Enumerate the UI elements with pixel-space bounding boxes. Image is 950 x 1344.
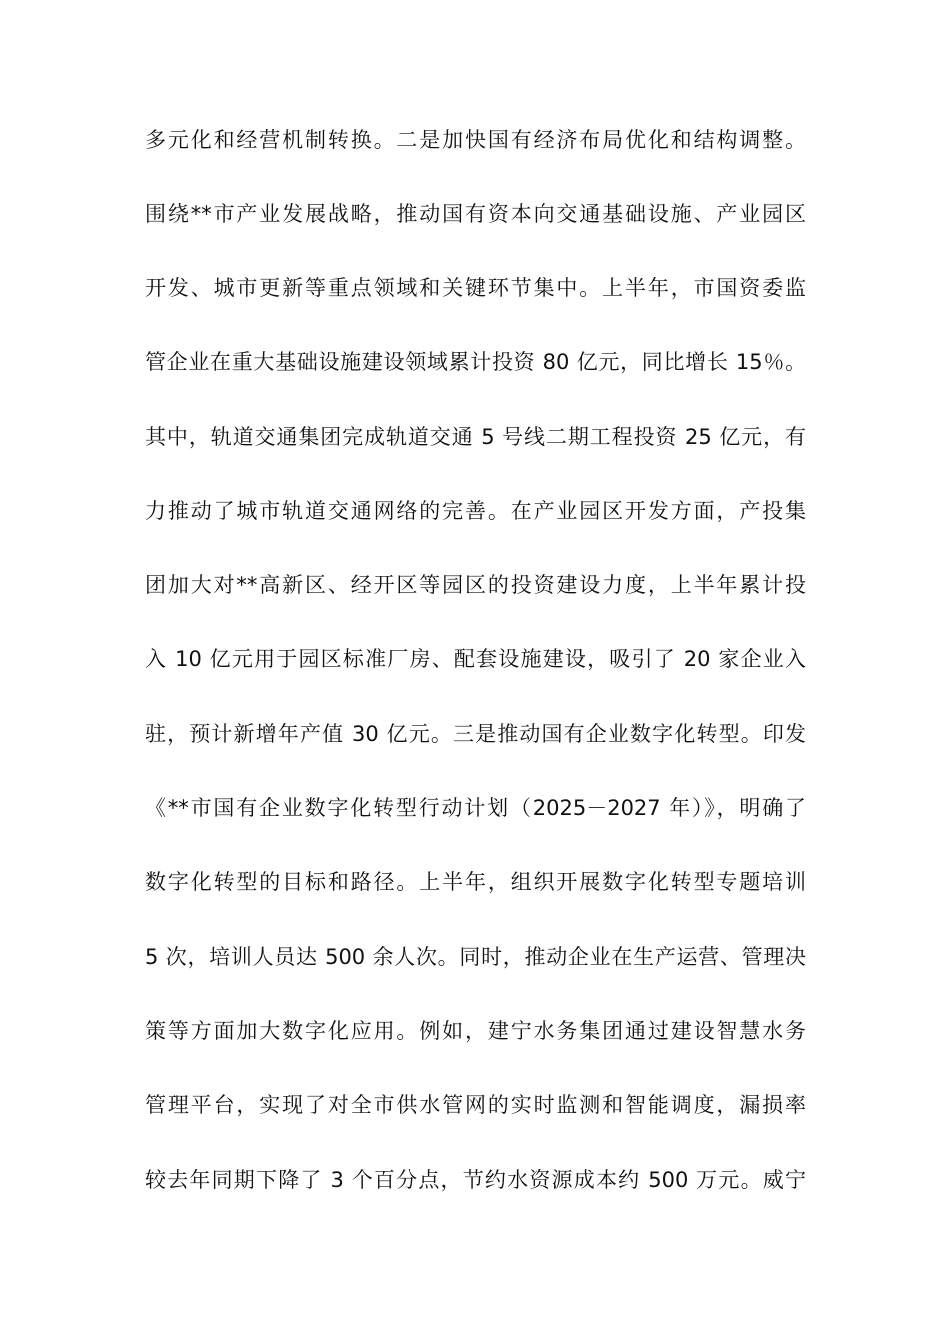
paragraph-line: 数字化转型的目标和路径。上半年，组织开展数字化转型专题培训 xyxy=(145,870,806,894)
paragraph-line: 开发、城市更新等重点领域和关键环节集中。上半年，市国资委监 xyxy=(145,276,806,300)
paragraph-line: 策等方面加大数字化应用。例如，建宁水务集团通过建设智慧水务 xyxy=(145,1019,806,1043)
paragraph-line: 多元化和经营机制转换。二是加快国有经济布局优化和结构调整。 xyxy=(145,128,806,152)
paragraph-line: 驻，预计新增年产值 30 亿元。三是推动国有企业数字化转型。印发 xyxy=(145,722,806,746)
paragraph-line: 管企业在重大基础设施建设领域累计投资 80 亿元，同比增长 15％。 xyxy=(145,350,806,374)
paragraph-line: 较去年同期下降了 3 个百分点，节约水资源成本约 500 万元。威宁 xyxy=(145,1168,806,1192)
paragraph-line: 管理平台，实现了对全市供水管网的实时监测和智能调度，漏损率 xyxy=(145,1093,806,1117)
paragraph-line: 入 10 亿元用于园区标准厂房、配套设施建设，吸引了 20 家企业入 xyxy=(145,647,806,671)
paragraph-line: 其中，轨道交通集团完成轨道交通 5 号线二期工程投资 25 亿元，有 xyxy=(145,425,806,449)
paragraph-line: 5 次，培训人员达 500 余人次。同时，推动企业在生产运营、管理决 xyxy=(145,945,806,969)
paragraph-line: 团加大对**高新区、经开区等园区的投资建设力度，上半年累计投 xyxy=(145,573,806,597)
paragraph-line: 《**市国有企业数字化转型行动计划（2025－2027 年）》，明确了 xyxy=(145,796,806,820)
paragraph-line: 围绕**市产业发展战略，推动国有资本向交通基础设施、产业园区 xyxy=(145,202,806,226)
paragraph-line: 力推动了城市轨道交通网络的完善。在产业园区开发方面，产投集 xyxy=(145,499,806,523)
